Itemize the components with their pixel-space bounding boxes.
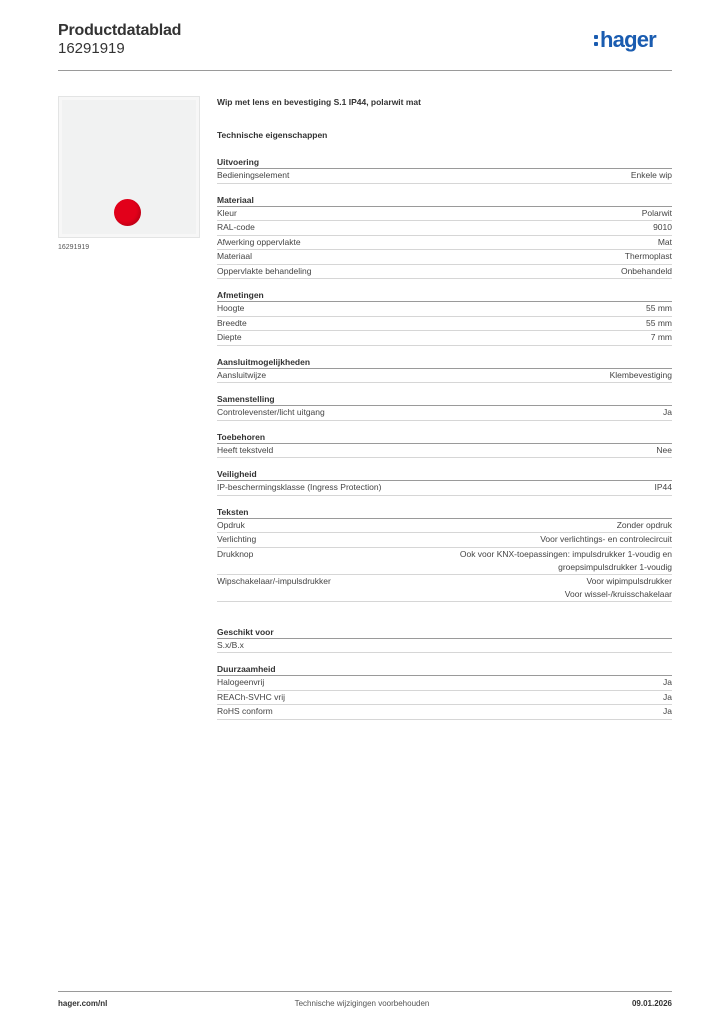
spec-content bbox=[217, 96, 672, 720]
group-title: Geschikt voor bbox=[217, 626, 672, 639]
spec-value bbox=[460, 548, 672, 574]
header-divider bbox=[58, 70, 672, 71]
group-title: Duurzaamheid bbox=[217, 663, 672, 676]
spec-value bbox=[565, 575, 672, 601]
spec-value bbox=[651, 331, 672, 344]
spec-group bbox=[217, 626, 672, 654]
spec-label: Breedte bbox=[217, 317, 247, 328]
spec-groups bbox=[217, 156, 672, 720]
spec-value-line: Onbehandeld bbox=[620, 265, 672, 276]
logo-dots-icon bbox=[594, 35, 598, 46]
spec-label: RoHS conform bbox=[217, 706, 273, 716]
spec-label: RAL-code bbox=[217, 222, 255, 232]
spec-value bbox=[663, 676, 672, 689]
product-number: 16291919 bbox=[58, 40, 125, 57]
spec-value-line: 9010 bbox=[653, 222, 672, 232]
group-title: Teksten bbox=[217, 506, 672, 519]
spec-value-line: groepsimpulsdrukker 1-voudig bbox=[558, 561, 672, 572]
red-lens-icon bbox=[114, 199, 141, 226]
spec-value-line: Polarwit bbox=[641, 207, 672, 218]
spec-value-line: Mat bbox=[657, 236, 672, 247]
spec-value-line: Nee bbox=[656, 444, 672, 455]
spec-value bbox=[653, 221, 672, 234]
spec-row bbox=[217, 639, 672, 654]
spec-row bbox=[217, 250, 672, 265]
spec-row bbox=[217, 548, 672, 575]
spec-label: Halogeenvrij bbox=[217, 677, 265, 687]
spec-value-line: 7 mm bbox=[650, 332, 672, 342]
footer-website[interactable]: hager.com/nl bbox=[58, 999, 108, 1008]
spec-row bbox=[217, 369, 672, 384]
spec-label: Aansluitwijze bbox=[217, 369, 267, 380]
spec-label: Wipschakelaar/-impulsdrukker bbox=[217, 575, 331, 586]
spec-value-line: 55 mm bbox=[646, 317, 672, 328]
spec-value-line: Ja bbox=[663, 407, 672, 417]
spec-group bbox=[217, 506, 672, 602]
spec-group bbox=[217, 431, 672, 459]
group-title: Aansluitmogelijkheden bbox=[217, 356, 672, 369]
spec-value bbox=[621, 265, 672, 278]
product-name: Wip met lens en bevestiging S.1 IP44, polarwit mat bbox=[217, 97, 421, 107]
footer-divider bbox=[58, 991, 672, 992]
spec-value-line: Voor wipimpulsdrukker bbox=[586, 575, 672, 586]
spec-row bbox=[217, 444, 672, 459]
spec-row bbox=[217, 169, 672, 184]
product-image bbox=[58, 96, 200, 238]
group-title: Veiligheid bbox=[217, 468, 672, 481]
spec-row bbox=[217, 221, 672, 236]
spec-row bbox=[217, 317, 672, 332]
spec-group bbox=[217, 289, 672, 346]
group-title: Materiaal bbox=[217, 194, 672, 207]
spec-row bbox=[217, 236, 672, 251]
spec-label: Drukknop bbox=[217, 548, 254, 559]
spec-row bbox=[217, 533, 672, 548]
footer-notice: Technische wijzigingen voorbehouden bbox=[294, 999, 430, 1008]
spec-value bbox=[646, 317, 672, 330]
footer-date: 09.01.2026 bbox=[631, 999, 672, 1008]
spec-group bbox=[217, 393, 672, 421]
spec-value bbox=[610, 369, 672, 382]
spec-value-line: 55 mm bbox=[646, 303, 672, 313]
spec-value-line: Voor wissel-/kruisschakelaar bbox=[564, 588, 672, 599]
spec-value bbox=[655, 481, 673, 494]
spec-value-line: Ja bbox=[663, 677, 672, 687]
spec-value bbox=[540, 533, 672, 546]
spec-label: S.x/B.x bbox=[217, 639, 244, 650]
spec-label: Materiaal bbox=[217, 251, 252, 261]
spec-row bbox=[217, 691, 672, 706]
image-caption: 16291919 bbox=[58, 244, 90, 251]
spec-group bbox=[217, 356, 672, 384]
spec-row bbox=[217, 481, 672, 496]
spec-label: Heeft tekstveld bbox=[217, 444, 274, 455]
group-title: Samenstelling bbox=[217, 393, 672, 406]
document-title: Productdatablad bbox=[58, 22, 182, 39]
spec-label: Afwerking oppervlakte bbox=[217, 236, 301, 247]
spec-label: Hoogte bbox=[217, 303, 245, 313]
spec-label: Kleur bbox=[217, 207, 237, 218]
spec-label: Bedieningselement bbox=[217, 170, 290, 180]
spec-label: Verlichting bbox=[217, 534, 257, 544]
spec-row bbox=[217, 676, 672, 691]
spec-value bbox=[658, 236, 672, 249]
spec-group bbox=[217, 663, 672, 720]
spec-label: REACh-SVHC vrij bbox=[217, 691, 286, 702]
spec-value-line: IP44 bbox=[654, 482, 672, 492]
group-title: Afmetingen bbox=[217, 289, 672, 302]
spec-value-line: Zonder opdruk bbox=[616, 519, 672, 530]
spec-row bbox=[217, 406, 672, 421]
spec-value bbox=[631, 169, 672, 182]
spec-value-line: Voor verlichtings- en controlecircuit bbox=[540, 534, 672, 544]
spec-value bbox=[663, 691, 672, 704]
spec-value bbox=[625, 250, 672, 263]
spec-value bbox=[656, 444, 672, 457]
spec-label: Diepte bbox=[217, 332, 242, 342]
spec-group bbox=[217, 468, 672, 496]
section-heading: Technische eigenschappen bbox=[217, 130, 328, 140]
group-title: Toebehoren bbox=[217, 431, 672, 444]
spec-row bbox=[217, 207, 672, 222]
hager-logo bbox=[594, 27, 656, 53]
spec-label: IP-beschermingsklasse (Ingress Protection) bbox=[217, 482, 382, 492]
spec-group bbox=[217, 194, 672, 280]
spec-label: Opdruk bbox=[217, 519, 245, 530]
spec-value bbox=[663, 406, 672, 419]
spec-row bbox=[217, 575, 672, 602]
spec-value-line: Klembevestiging bbox=[609, 369, 672, 380]
spec-value-line: Thermoplast bbox=[624, 251, 672, 261]
group-title: Uitvoering bbox=[217, 156, 672, 169]
logo-text: hager bbox=[600, 27, 656, 52]
spec-value bbox=[642, 207, 672, 220]
spec-row bbox=[217, 265, 672, 280]
spec-row bbox=[217, 331, 672, 346]
spec-value-line: Ja bbox=[663, 706, 672, 716]
spec-value bbox=[617, 519, 672, 532]
spec-label: Oppervlakte behandeling bbox=[217, 265, 312, 276]
spec-label: Controlevenster/licht uitgang bbox=[217, 407, 325, 417]
spec-row bbox=[217, 519, 672, 534]
spec-row bbox=[217, 302, 672, 317]
spec-group bbox=[217, 156, 672, 184]
spec-value-line: Enkele wip bbox=[630, 170, 672, 180]
spec-row bbox=[217, 705, 672, 720]
spec-value-line: Ook voor KNX-toepassingen: impulsdrukker 1-voudig en bbox=[459, 548, 672, 559]
spec-value bbox=[663, 705, 672, 718]
spec-value bbox=[646, 302, 672, 315]
spec-value-line: Ja bbox=[663, 691, 672, 702]
